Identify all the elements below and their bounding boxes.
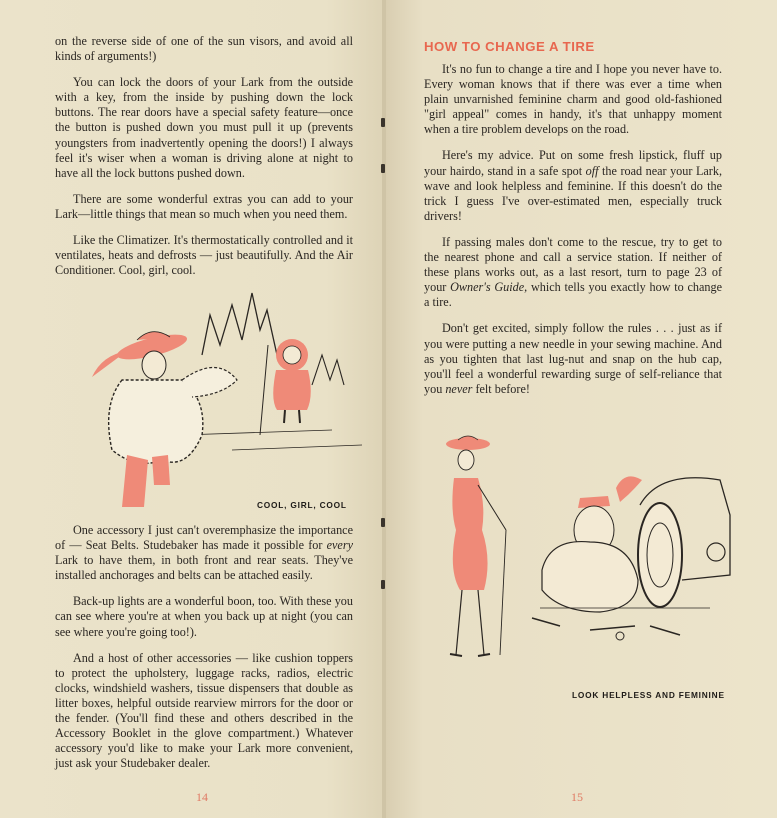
paragraph: It's no fun to change a tire and I hope you never have to. Every woman knows that if there was ever a time when plain unvarnished feminine charm and good old-fashioned "girl appeal" comes in handy, it's that unhappy moment when a tire problem develops on the road. bbox=[424, 62, 722, 137]
paragraph: Back-up lights are a wonderful boon, too. With these you can see where you're at when you back up at night (you can see where you're going too!). bbox=[55, 594, 353, 639]
paragraph: You can lock the doors of your Lark from the outside with a key, from the inside by pushing down the lock buttons. The rear doors have a special safety feature—once the button is pushed down you must pull it up (prevents youngsters from inadvertently opening the doors!) I always feel it's wiser when a woman is driving alone at night to have all the lock buttons pushed down. bbox=[55, 75, 353, 180]
paragraph: There are some wonderful extras you can add to your Lark—little things that mean so much when you need them. bbox=[55, 191, 353, 221]
left-top-text bbox=[55, 34, 353, 289]
illustration-caption: COOL, GIRL, COOL bbox=[257, 500, 347, 510]
page-number: 14 bbox=[196, 790, 208, 804]
paragraph: on the reverse side of one of the sun visors, and avoid all kinds of arguments!) bbox=[55, 34, 353, 64]
tire-change-illustration bbox=[420, 430, 735, 685]
paragraph: One accessory I just can't overemphasize the importance of — Seat Belts. Studebaker has made it possible for every Lark to have them, in both front and rear seats. They've installed anchorages and belts can be attached easily. bbox=[55, 523, 353, 583]
cool-girl-illustration bbox=[82, 285, 372, 515]
paragraph: If passing males don't come to the rescue, try to get to the nearest phone and call a service station. If neither of these plans works out, as a last resort, turn to page 23 of your Owner's Guide, which tells you exactly how to change a tire. bbox=[424, 234, 722, 310]
section-heading: HOW TO CHANGE A TIRE bbox=[424, 39, 595, 54]
paragraph: And a host of other accessories — like cushion toppers to protect the upholstery, luggage racks, radios, electric clocks, windshield washers, tissue dispensers that double as litter boxes, helpful outside rearview mirrors for the door or the fender. (You'll find these and others described in the Accessory Booklet in the glove compartment.) Whatever accessory you'd like to make your Lark more convenient, just ask your Studebaker dealer. bbox=[55, 650, 353, 771]
illustration-caption: LOOK HELPLESS AND FEMININE bbox=[572, 690, 725, 700]
page-number: 15 bbox=[571, 790, 583, 804]
paragraph: Don't get excited, simply follow the rules . . . just as if you were putting a new needle in your sewing machine. And as you tighten that last lug-nut and snap on the hub cap, you'll feel a wonderful rewarding surge of self-reliance that you never felt before! bbox=[424, 321, 722, 396]
gutter-stitch bbox=[381, 164, 385, 173]
paragraph: Here's my advice. Put on some fresh lipstick, fluff up your hairdo, stand in a safe spot off the road near your Lark, wave and look helpless and feminine. If this doesn't do the trick I guess I've over-estimated men, especially truck drivers! bbox=[424, 148, 722, 223]
gutter-stitch bbox=[381, 518, 385, 527]
gutter-stitch bbox=[381, 580, 385, 589]
paragraph: Like the Climatizer. It's thermostatically controlled and it ventilates, heats and defrosts — just beautifully. And the Air Conditioner. Cool, girl, cool. bbox=[55, 233, 353, 278]
right-text bbox=[424, 62, 722, 408]
left-bottom-text bbox=[55, 523, 353, 782]
gutter-stitch bbox=[381, 118, 385, 127]
